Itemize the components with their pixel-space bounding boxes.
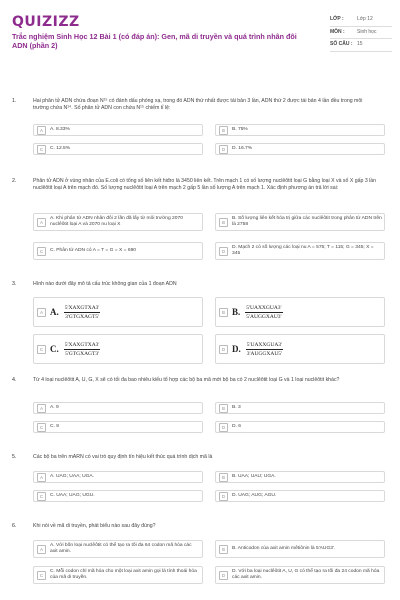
question-text: Khi nói về mã di truyền, phát biểu nào sau đây đúng? bbox=[33, 523, 156, 529]
meta-class bbox=[330, 14, 392, 27]
strand-top: 5'XAXGTXA3' bbox=[64, 341, 100, 348]
dna-formula bbox=[50, 305, 100, 320]
option-letter: D bbox=[219, 423, 228, 432]
question-number: 4. bbox=[12, 377, 17, 383]
strand-top: 5'XAXGTXA3' bbox=[64, 304, 100, 311]
option-letter: B bbox=[219, 404, 228, 413]
option-text: A. Khi phân tử ADN nhân đôi 2 lần đã lấy từ môi trường 2070 nuclêôtit loại A và 2070 nu loại X bbox=[50, 215, 183, 227]
dna-strands bbox=[245, 305, 282, 320]
option-d[interactable] bbox=[215, 143, 385, 155]
dna-formula bbox=[50, 342, 100, 357]
option-text: D. 16.7% bbox=[232, 145, 253, 151]
option-d[interactable] bbox=[215, 242, 385, 260]
option-letter: C bbox=[37, 247, 46, 256]
dna-formula bbox=[232, 305, 283, 320]
option-letter: B bbox=[219, 473, 228, 482]
option-a[interactable] bbox=[33, 297, 203, 327]
meta-panel bbox=[330, 14, 392, 52]
option-a[interactable] bbox=[33, 540, 203, 558]
option-letter: A bbox=[37, 404, 46, 413]
option-letter: A bbox=[37, 126, 46, 135]
strand-bottom: 5'AUGGXAU3' bbox=[246, 313, 282, 320]
option-a[interactable] bbox=[33, 213, 203, 231]
question-number: 1. bbox=[12, 98, 17, 104]
option-text: B. Anticodon của axit amin mêtiônin là 5'AUG3'. bbox=[232, 545, 336, 551]
option-c[interactable] bbox=[33, 566, 203, 584]
question-text: Hai phân tử ADN chứa đoạn N¹⁵ có đánh dấu phóng xạ, trong đó ADN thứ nhất được tái bản 3 lần, ADN thứ 2 được tái bản 4 lần đều trong môi trường chứa N¹⁴. Số phân tử ADN con chứa N¹⁵ chiếm tỉ lệ: bbox=[33, 98, 363, 111]
option-text: C. 8 bbox=[50, 423, 59, 429]
option-b[interactable] bbox=[215, 471, 385, 483]
meta-value: Lớp 12 bbox=[357, 16, 373, 22]
option-b[interactable] bbox=[215, 213, 385, 231]
option-text: B. Số lượng liên kết hóa trị giữa các nuclêôtit trong phân tử ADN trên là 2758 bbox=[232, 215, 382, 227]
option-text: A. UAG; UAA; UGA. bbox=[50, 473, 95, 479]
meta-key: SỐ CÂU : bbox=[330, 41, 353, 47]
option-letter: A bbox=[37, 308, 46, 317]
option-letter: B bbox=[219, 308, 228, 317]
question-text: Phân tử ADN ở vùng nhân của E.coli có tổng số liên kết hiđro là 3450 liên kết. Trên mạch 1 có số lượng nuclêôtit loại G bằng loại X và số X gấp 3 lần nuclêôtit loại A trên mạch đó. Số lượng nuclêôtit loại A trên mạch 2 gấp 5 lần số lượng A trên mạch 1. Xác định phương án trả lời sai: bbox=[33, 178, 377, 191]
question-number: 2. bbox=[12, 178, 17, 184]
option-letter: A bbox=[37, 218, 46, 227]
dna-strands bbox=[246, 342, 283, 357]
formula-label: D. bbox=[232, 344, 241, 354]
meta-count bbox=[330, 39, 392, 52]
option-text: C. Phân tử ADN có A = T = G = X = 690 bbox=[50, 247, 137, 253]
option-text: C. Mỗi codon chỉ mã hóa cho một loại axit amin gọi là tính thoái hóa của mã di truyền. bbox=[50, 568, 197, 580]
option-letter: C bbox=[37, 423, 46, 432]
option-b[interactable] bbox=[215, 124, 385, 136]
formula-label: B. bbox=[232, 307, 241, 317]
meta-key: MÔN : bbox=[330, 28, 345, 35]
quizizz-logo: QUIZIZZ bbox=[12, 14, 80, 30]
option-text: B. 75% bbox=[232, 126, 248, 132]
question-text: Từ 4 loại nuclêôtit A, U, G, X sẽ có tối đa bao nhiêu kiểu tổ hợp các bộ ba mã mới bộ ba có 2 nuclêôtit loại G và 1 loại nuclêôtit khác? bbox=[33, 377, 340, 383]
question-number: 6. bbox=[12, 523, 17, 529]
option-b[interactable] bbox=[215, 402, 385, 414]
option-text: D. UAG; AUG; AGU. bbox=[232, 492, 277, 498]
option-text: A. 8.33% bbox=[50, 126, 70, 132]
option-letter: C bbox=[37, 571, 46, 580]
option-letter: C bbox=[37, 345, 46, 354]
option-text: C. 12.5% bbox=[50, 145, 71, 151]
option-c[interactable] bbox=[33, 242, 203, 260]
question-text: Hình nào dưới đây mô tả cấu trúc không gian của 1 đoạn ADN bbox=[33, 281, 177, 287]
option-text: B. UAA; UAU; UGA. bbox=[232, 473, 276, 479]
option-c[interactable] bbox=[33, 143, 203, 155]
question-text: Các bộ ba trên mARN có vai trò quy định tín hiệu kết thúc quá trình dịch mã là bbox=[33, 454, 213, 460]
question-number: 5. bbox=[12, 454, 17, 460]
strand-bottom: 3'AUGGXAU5' bbox=[246, 350, 283, 357]
option-text: B. 3 bbox=[232, 404, 241, 410]
formula-label: C. bbox=[50, 344, 59, 354]
option-d[interactable] bbox=[215, 421, 385, 433]
dna-strands bbox=[64, 305, 101, 320]
option-a[interactable] bbox=[33, 471, 203, 483]
option-letter: A bbox=[37, 473, 46, 482]
option-letter: D bbox=[219, 345, 228, 354]
option-a[interactable] bbox=[33, 402, 203, 414]
option-letter: D bbox=[219, 571, 228, 580]
option-text: A. Với bốn loại nuclêôtit có thể tạo ra tối đa 64 codon mã hóa các axit amin. bbox=[50, 542, 192, 554]
option-letter: D bbox=[219, 492, 228, 501]
strand-bottom: 3'GTGXAGT5' bbox=[65, 313, 100, 320]
option-b[interactable] bbox=[215, 540, 385, 558]
option-text: C. UAA; UAG; UGU. bbox=[50, 492, 95, 498]
option-c[interactable] bbox=[33, 421, 203, 433]
option-letter: D bbox=[219, 247, 228, 256]
strand-top: 5'UAXXGUA3' bbox=[246, 304, 282, 311]
formula-label: A. bbox=[50, 307, 59, 317]
dna-formula bbox=[232, 342, 283, 357]
meta-key: LỚP : bbox=[330, 16, 344, 22]
option-b[interactable] bbox=[215, 297, 385, 327]
option-d[interactable] bbox=[215, 490, 385, 502]
dna-strands bbox=[64, 342, 101, 357]
meta-subject bbox=[330, 27, 392, 40]
meta-value: Sinh học bbox=[357, 28, 377, 35]
strand-top: 5'UAXXGUA3' bbox=[246, 341, 283, 348]
option-letter: B bbox=[219, 218, 228, 227]
option-c[interactable] bbox=[33, 490, 203, 502]
option-d[interactable] bbox=[215, 334, 385, 364]
meta-value: 15 bbox=[357, 41, 363, 47]
option-text: D. Mạch 2 có số lượng các loại nu A = 575; T = 115; G = 345; X = 345 bbox=[232, 244, 374, 256]
option-d[interactable] bbox=[215, 566, 385, 584]
option-letter: A bbox=[37, 545, 46, 554]
option-letter: D bbox=[219, 145, 228, 154]
worksheet-title: Trắc nghiệm Sinh Học 12 Bài 1 (có đáp án): Gen, mã di truyền và quá trình nhân đôi ADN (phần 2) bbox=[12, 32, 297, 50]
option-text: D. Với ba loại nuclêôtit A, U, G có thể tạo ra tối đa 24 codon mã hóa các axit amin. bbox=[232, 568, 380, 580]
option-letter: C bbox=[37, 145, 46, 154]
option-letter: B bbox=[219, 126, 228, 135]
question-number: 3. bbox=[12, 281, 17, 287]
option-letter: C bbox=[37, 492, 46, 501]
option-text: D. 6 bbox=[232, 423, 241, 429]
option-text: A. 9 bbox=[50, 404, 59, 410]
option-a[interactable] bbox=[33, 124, 203, 136]
option-c[interactable] bbox=[33, 334, 203, 364]
option-letter: B bbox=[219, 545, 228, 554]
strand-bottom: 5'GTGXAGT3' bbox=[65, 350, 100, 357]
